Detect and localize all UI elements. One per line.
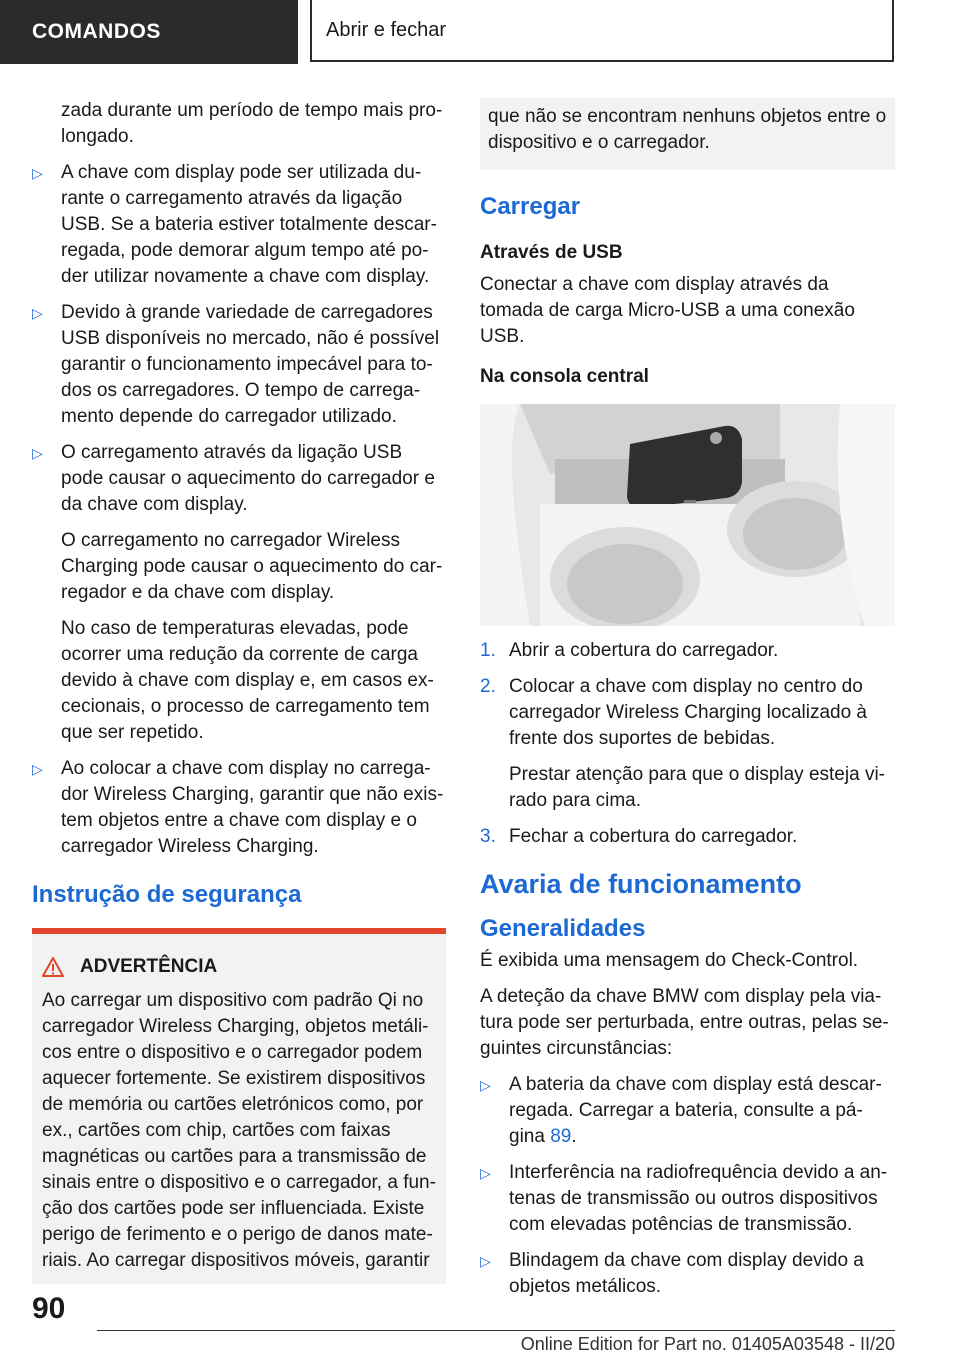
paragraph-usb: Conectar a chave com display através da tomada de carga Micro-USB a uma conexão USB. [480, 274, 855, 347]
list-item-text: Blindagem da chave com display devido a objetos metálicos. [509, 1250, 864, 1297]
list-item-punctuation: . [571, 1126, 577, 1147]
warning-title-row [42, 954, 436, 980]
heading-carregar: Carregar [480, 193, 581, 220]
warning-triangle-icon [42, 957, 64, 977]
step-item [480, 824, 895, 850]
subheading-usb: Através de USB [480, 242, 623, 263]
warning-box-continuation [480, 98, 895, 170]
bullet-triangle-icon: ▷ [32, 165, 43, 181]
bullet-triangle-icon: ▷ [32, 761, 43, 777]
list-item [480, 1248, 895, 1300]
left-column [32, 98, 446, 1284]
safety-heading: Instrução de segurança [32, 881, 302, 908]
footer-edition: Online Edition for Part no. 01405A03548 - II/20 [520, 1334, 895, 1354]
list-item [32, 160, 446, 290]
bullet-triangle-icon: ▷ [480, 1253, 491, 1269]
charger-illustration [480, 404, 895, 626]
page-number: 90 [32, 1292, 66, 1325]
step-item [480, 638, 895, 664]
step-note: Prestar atenção para que o display esteja vi-rado para cima. [509, 764, 885, 811]
step-number: 2. [480, 676, 496, 697]
step-text: Abrir a cobertura do carregador. [509, 640, 779, 661]
list-item-text: Ao colocar a chave com display no carrega-dor Wireless Charging, garantir que não exis-tem objetos entre a chave com display e o carregador Wireless Charging. [61, 758, 444, 857]
list-item-text: Devido à grande variedade de carregadores USB disponíveis no mercado, não é possível garantir o funcionamento impecável para to-dos os carregadores. O tempo de carrega-mento depende do carregador utilizado. [61, 302, 440, 427]
warning-title: ADVERTÊNCIA [80, 956, 218, 977]
list-item-paragraph: No caso de temperaturas elevadas, pode ocorrer uma redução da corrente de carga devido à chave com display e, em casos ex-cecionais, o processo de carregamento tem que ser repetido. [61, 618, 434, 743]
list-item-paragraph: O carregamento no carregador Wireless Charging pode causar o aquecimento do car-regador e da chave com display. [61, 530, 443, 603]
center-console-charger-photo [480, 404, 895, 626]
bullet-triangle-icon: ▷ [32, 445, 43, 461]
list-item [32, 300, 446, 430]
list-item-text: A bateria da chave com display está descar-regada. Carregar a bateria, consulte a pá-gina [509, 1074, 882, 1147]
paragraph-detection: A deteção da chave BMW com display pela via-tura pode ser perturbada, entre outras, pelas se-guintes circunstâncias: [480, 986, 889, 1059]
step-text: Fechar a cobertura do carregador. [509, 826, 798, 847]
page-link[interactable]: 89 [550, 1126, 572, 1147]
bullet-triangle-icon: ▷ [32, 305, 43, 321]
list-item-text: Interferência na radiofrequência devido a an-tenas de transmissão ou outros dispositivos com elevadas potências de transmissão. [509, 1162, 888, 1235]
warning-box [32, 928, 446, 1284]
bullet-triangle-icon: ▷ [480, 1077, 491, 1093]
list-item-text: O carregamento através da ligação USB pode causar o aquecimento do carregador e da chave com display. [61, 442, 435, 515]
right-column [480, 98, 895, 1310]
step-item [480, 674, 895, 752]
heading-avaria: Avaria de funcionamento [480, 869, 802, 899]
list-item [480, 1160, 895, 1238]
bullet-triangle-icon: ▷ [480, 1165, 491, 1181]
heading-generalidades: Generalidades [480, 915, 646, 942]
paragraph-continuation: zada durante um período de tempo mais pro-longado. [61, 100, 443, 147]
paragraph-check-control: É exibida uma mensagem do Check-Control. [480, 950, 859, 971]
step-text: Colocar a chave com display no centro do carregador Wireless Charging localizado à frente dos suportes de bebidas. [509, 676, 868, 749]
section-tab: COMANDOS [0, 0, 298, 64]
list-item [32, 440, 446, 518]
step-number: 3. [480, 826, 496, 847]
subheading-consola: Na consola central [480, 366, 649, 387]
step-number: 1. [480, 640, 496, 661]
warning-text: Ao carregar um dispositivo com padrão Qi no carregador Wireless Charging, objetos metáli-cos entre o dispositivo e o carregador podem aquecer fortemente. Se existirem dispositivos de memória ou cartões eletrónicos como, por ex., cartões com chip, cartões com faixas magnéticas ou cartões para a transmissão de sinais entre o dispositivo e o carregador, a fun-ção dos cartões pode ser influenciada. Existe perigo de ferimento e o perigo de danos mate-riais. Ao carregar dispositivos móveis, garantir [42, 990, 436, 1271]
page-header-title: Abrir e fechar [310, 0, 894, 62]
list-item [32, 756, 446, 860]
warning-text-continuation: que não se encontram nenhuns objetos entre o dispositivo e o carregador. [488, 106, 887, 153]
list-item [480, 1072, 895, 1150]
list-item-text: A chave com display pode ser utilizada du-rante o carregamento através da ligação USB. Se a bateria estiver totalmente descar-regada, pode demorar algum tempo até po-der utilizar novamente a chave com display. [61, 162, 437, 287]
